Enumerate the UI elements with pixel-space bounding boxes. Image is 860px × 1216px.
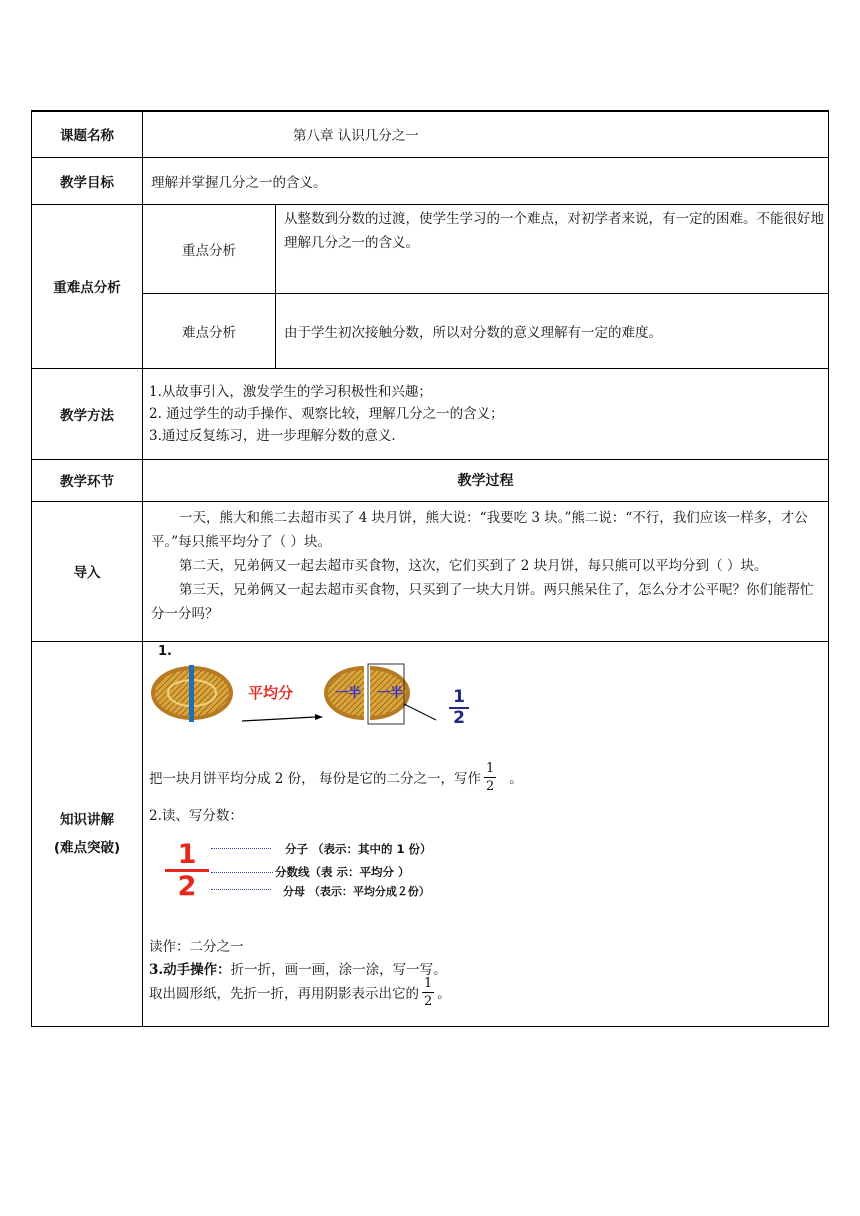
half-right-label: 一半 <box>377 685 404 701</box>
intro-paragraph: 第二天，兄弟俩又一起去超市买食物，这次，它们买到了 2 块月饼，每只熊可以平均分到（ ）块。 <box>179 557 768 574</box>
item4-sentence: 取出圆形纸，先折一折，再用阴影表示出它的 <box>149 986 419 1002</box>
goal-value: 理解并掌握几分之一的含义。 <box>143 157 829 204</box>
picture-denominator: 2 <box>449 707 469 728</box>
knowledge-content <box>143 641 829 1026</box>
big-denominator: 2 <box>165 869 209 901</box>
item3-tail: 折一折，画一画，涂一涂，写一写。 <box>230 961 447 978</box>
row-diff-analysis <box>32 293 829 368</box>
row-stage <box>32 459 829 501</box>
item3-head: 3.动手操作： <box>149 961 231 978</box>
label-knowledge <box>32 641 143 1026</box>
label-stage: 教学环节 <box>32 459 143 501</box>
diff-value: 由于学生初次接触分数，所以对分数的意义理解有一定的难度。 <box>276 293 829 368</box>
label-method: 教学方法 <box>32 368 143 459</box>
method-item: 2. 通过学生的动手操作、观察比较，理解几分之一的含义； <box>149 405 504 422</box>
intro-paragraph: 第三天，兄弟俩又一起去超市买食物，只买到了一块大月饼。两只熊呆住了，怎么分才公平呢？你们能帮忙分一分吗？ <box>151 581 814 622</box>
item4-end: 。 <box>437 986 451 1002</box>
item3-text <box>149 958 447 978</box>
label-title: 课题名称 <box>32 111 143 157</box>
sentence-half <box>149 762 523 793</box>
dotted-leader-icon <box>211 848 271 849</box>
fraction-line-note: 分数线（表 示：平均分 ） <box>275 864 410 879</box>
label-goal: 教学目标 <box>32 157 143 204</box>
pointer-line-icon <box>404 704 436 720</box>
arrow-label: 平均分 <box>248 683 294 702</box>
denominator-note: 分母 （表示：平均分成２份） <box>283 884 430 898</box>
key-label: 重点分析 <box>143 204 276 293</box>
label-analysis: 重难点分析 <box>32 204 143 368</box>
method-item: 1.从故事引入，激发学生的学习积极性和兴趣； <box>149 383 432 400</box>
dotted-leader-icon <box>211 872 273 873</box>
fraction-numerator: 1 <box>424 975 433 991</box>
method-list <box>143 368 829 459</box>
label-intro: 导入 <box>32 501 143 641</box>
fraction-numerator: 1 <box>485 760 495 776</box>
sentence-text: 把一块月饼平均分成 2 份， 每份是它的二分之一，写作 <box>149 771 481 787</box>
row-goal <box>32 157 829 204</box>
knowledge-sublabel: (难点突破) <box>53 839 121 856</box>
big-numerator: 1 <box>177 838 197 870</box>
intro-content <box>143 501 829 641</box>
dotted-leader-icon <box>211 889 271 890</box>
knowledge-label: 知识讲解 <box>60 811 114 828</box>
sentence-end: 。 <box>509 771 523 787</box>
item4-fraction <box>422 977 434 1008</box>
row-key-analysis <box>32 204 829 293</box>
key-value: 从整数到分数的过渡，使学生学习的一个难点，对初学者来说，有一定的困难。不能很好地理解几分之一的含义。 <box>276 204 829 293</box>
row-intro <box>32 501 829 641</box>
mooncake-illustration <box>149 660 479 740</box>
stage-value: 教学过程 <box>143 459 829 501</box>
item2-text: 2.读、写分数： <box>149 807 243 824</box>
title-value: 第八章 认识几分之一 <box>143 111 829 157</box>
whole-mooncake-icon <box>151 665 233 722</box>
fraction-denominator: 2 <box>424 993 433 1009</box>
arrow-head-icon <box>315 714 323 720</box>
big-fraction <box>165 840 209 901</box>
picture-fraction <box>449 688 469 728</box>
item4-text <box>149 977 451 1008</box>
numerator-note: 分子 （表示：其中的 1 份） <box>285 841 432 856</box>
intro-paragraph: 一天，熊大和熊二去超市买了 4 块月饼，熊大说：“我要吃 3 块。”熊二说：“不行，我们应该一样多，才公平。”每只熊平均分了（ ）块。 <box>151 509 808 550</box>
arrow-line-icon <box>242 717 315 721</box>
half-left-label: 一半 <box>335 685 362 701</box>
diff-label: 难点分析 <box>143 293 276 368</box>
item1-number: 1. <box>158 643 172 659</box>
method-item: 3.通过反复练习，进一步理解分数的意义. <box>149 427 396 444</box>
picture-numerator: 1 <box>453 686 465 707</box>
row-knowledge <box>32 641 829 1026</box>
read-as-text: 读作：二分之一 <box>149 938 244 955</box>
row-method <box>32 368 829 459</box>
row-title <box>32 111 829 157</box>
fraction-denominator: 2 <box>485 778 495 794</box>
lesson-plan-table <box>31 110 829 1027</box>
sentence-fraction <box>484 762 496 793</box>
